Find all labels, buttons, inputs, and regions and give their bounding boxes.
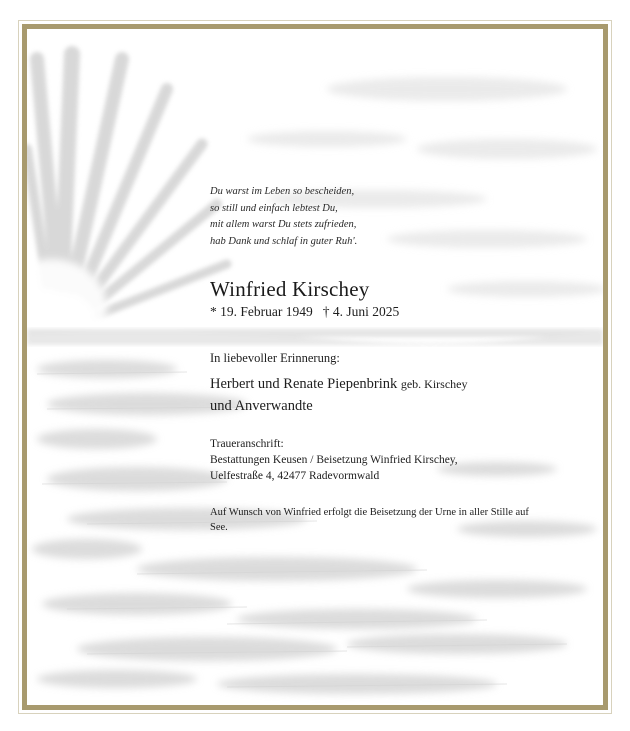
death-date: † 4. Juni 2025 (322, 304, 400, 319)
maiden-name: geb. Kirschey (400, 377, 468, 391)
burial-note: Auf Wunsch von Winfried erfolgt die Beisetzung der Urne in aller Stille auf See. (210, 507, 529, 533)
mourners-line (210, 373, 468, 395)
poem (210, 184, 357, 250)
address-line: Uelfestraße 4, 42477 Radevormwald (210, 470, 380, 482)
mourning-address (210, 436, 458, 484)
poem-line: mit allem warst Du stets zufrieden, (210, 219, 357, 230)
poem-line: hab Dank und schlaf in guter Ruh'. (210, 235, 358, 247)
mourners (210, 373, 468, 417)
memory-heading: In liebevoller Erinnerung: (210, 351, 340, 365)
address-label: Traueranschrift: (210, 438, 284, 450)
mourner-names: Herbert und Renate Piepenbrink (210, 376, 398, 392)
deceased-name: Winfried Kirschey (210, 277, 370, 301)
poem-line: so still und einfach lebtest Du, (210, 202, 338, 214)
birth-date: * 19. Februar 1949 (210, 304, 313, 319)
address-line: Bestattungen Keusen / Beisetzung Winfried Kirschey, (210, 454, 458, 466)
obituary-card (22, 24, 608, 710)
poem-line: Du warst im Leben so bescheiden, (210, 186, 355, 197)
life-dates (210, 304, 399, 320)
mourners-others: und Anverwandte (210, 398, 313, 414)
